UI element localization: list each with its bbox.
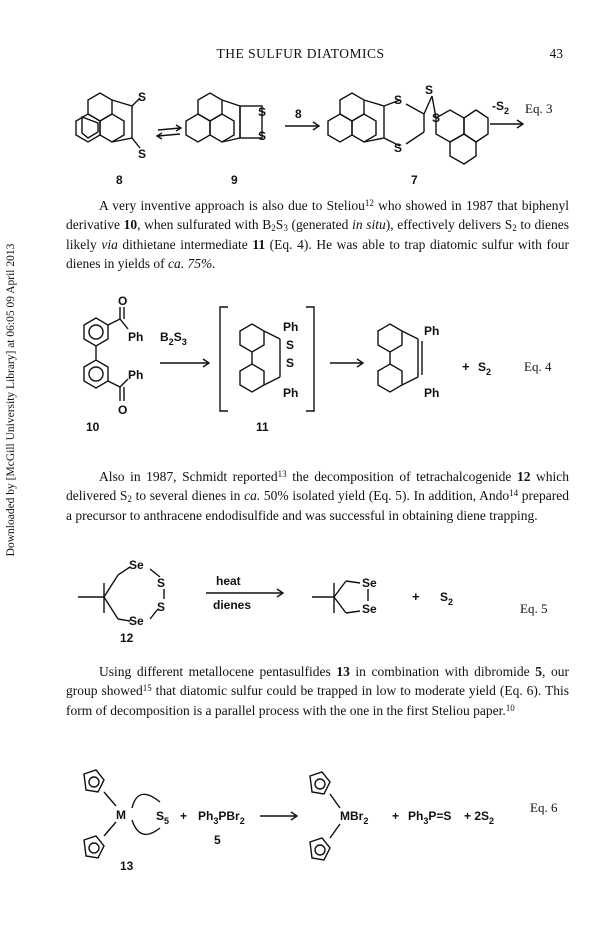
atom-s: S xyxy=(258,129,267,143)
atom-s: S xyxy=(425,83,434,97)
byproduct-label: $-S_2$ xyxy=(492,99,510,116)
atom-s: S xyxy=(258,105,267,119)
plus-sign: + xyxy=(412,589,420,604)
plus-sign: + xyxy=(462,359,470,374)
phenyl-label: Ph xyxy=(283,320,299,334)
reagent-ph3pbr2: $Ph_3PBr_2$ xyxy=(198,809,245,826)
atom-s: S xyxy=(286,356,295,370)
compound-number: 12 xyxy=(120,631,134,645)
atom-s: S xyxy=(157,576,166,590)
structure-11 xyxy=(220,307,314,411)
paragraph-our-group: Using different metallocene pentasulfides 13 in combination with dibromide 5, our group showed$^{15}$ that diatomic sulfur could be trapped in low to moderate yield (Eq. 6). This form of decomposition is a parallel process with the one in the first Steliou paper.$^{10}$ xyxy=(66,664,569,718)
equation-label: Eq. 6 xyxy=(530,800,558,815)
watermark-text: Downloaded by [McGill University Library] at 06:05 09 April 2013 xyxy=(5,243,17,557)
plus-sign: + xyxy=(180,809,188,823)
structure-10 xyxy=(84,307,128,401)
phenyl-label: Ph xyxy=(424,324,440,338)
compound-number: 5 xyxy=(214,833,221,847)
atom-o: O xyxy=(118,403,128,417)
scheme-eq4 xyxy=(0,294,601,440)
atom-s: S xyxy=(394,141,403,155)
structure-8 xyxy=(76,93,140,148)
page-number: 43 xyxy=(549,46,563,61)
equation-label: Eq. 3 xyxy=(525,101,553,116)
atom-s: S xyxy=(138,90,147,104)
phenyl-label: Ph xyxy=(283,386,299,400)
atom-s: S xyxy=(432,111,441,125)
citation: 12 xyxy=(364,198,374,208)
product-s2: $S_2$ xyxy=(478,360,492,377)
equation-label: Eq. 5 xyxy=(520,601,548,616)
scheme-eq3 xyxy=(0,80,601,190)
reagent-b2s3: $B_2S_3$ xyxy=(160,330,187,347)
product-diselenolane xyxy=(312,581,368,613)
paragraph-steliou: A very inventive approach is also due to Steliou$^{12}$ who showed in 1987 that biphenyl derivative 10, when sulfurated with $B_2S_3$ (generated in situ), effectively delivers $S_2$ to dienes likely via dithietane intermediate 11 (Eq. 4). He was able to trap diatomic sulfur with four dienes in yields of ca. 75%. xyxy=(66,198,569,271)
header-title: THE SULFUR DIATOMICS xyxy=(216,46,385,61)
phenyl-label: Ph xyxy=(128,330,144,344)
compound-number: 9 xyxy=(231,173,238,187)
scheme-eq5 xyxy=(0,553,601,643)
compound-number: 10 xyxy=(86,420,100,434)
citation: 10 xyxy=(505,702,515,713)
atom-se: Se xyxy=(362,576,377,590)
compound-number: 7 xyxy=(411,173,418,187)
product-s2: $S_2$ xyxy=(440,590,454,607)
citation: 14 xyxy=(509,488,519,499)
condition-dienes: dienes xyxy=(213,598,252,612)
atom-se: Se xyxy=(129,558,144,572)
scheme-eq6 xyxy=(0,770,601,880)
structure-7 xyxy=(328,93,488,164)
atom-s: S xyxy=(394,93,403,107)
equation-label: Eq. 4 xyxy=(524,359,552,374)
atom-se: Se xyxy=(362,602,377,616)
product-ph3ps: $Ph_3P=S$ xyxy=(408,809,452,826)
atom-o: O xyxy=(118,294,128,308)
product-diphenylphenanthrene xyxy=(378,324,422,392)
structure-12 xyxy=(78,567,164,621)
equilibrium-arrow xyxy=(157,125,181,139)
product-2s2: + $2S_2$ xyxy=(464,809,495,826)
compound-number: 11 xyxy=(256,420,269,434)
structure-9 xyxy=(186,93,262,142)
citation: 15 xyxy=(142,683,152,694)
phenyl-label: Ph xyxy=(424,386,440,400)
reagent-label: 8 xyxy=(295,107,302,121)
atom-s: S xyxy=(286,338,295,352)
compound-number: 8 xyxy=(116,173,123,187)
pentasulfide: $S_5$ xyxy=(156,809,170,826)
atom-s: S xyxy=(138,147,147,161)
phenyl-label: Ph xyxy=(128,368,144,382)
atom-s: S xyxy=(157,600,166,614)
running-header xyxy=(0,46,601,64)
compound-number: 13 xyxy=(120,859,134,873)
plus-sign: + xyxy=(392,809,400,823)
product-mbr2: MBr$_2$ xyxy=(340,809,369,826)
atom-se: Se xyxy=(129,614,144,628)
citation: 13 xyxy=(277,469,287,479)
condition-heat: heat xyxy=(216,574,241,588)
metal-m: M xyxy=(116,808,126,822)
product-metallocene-dibromide xyxy=(310,772,340,860)
paragraph-schmidt: Also in 1987, Schmidt reported$^{13}$ the decomposition of tetrachalcogenide 12 which delivered $S_2$ to several dienes in ca. 50% isolated yield (Eq. 5). In addition, Ando$^{14}$ prepared a precursor to anthracene endodisulfide and was successful in obtaining diene trapping. xyxy=(66,469,570,523)
